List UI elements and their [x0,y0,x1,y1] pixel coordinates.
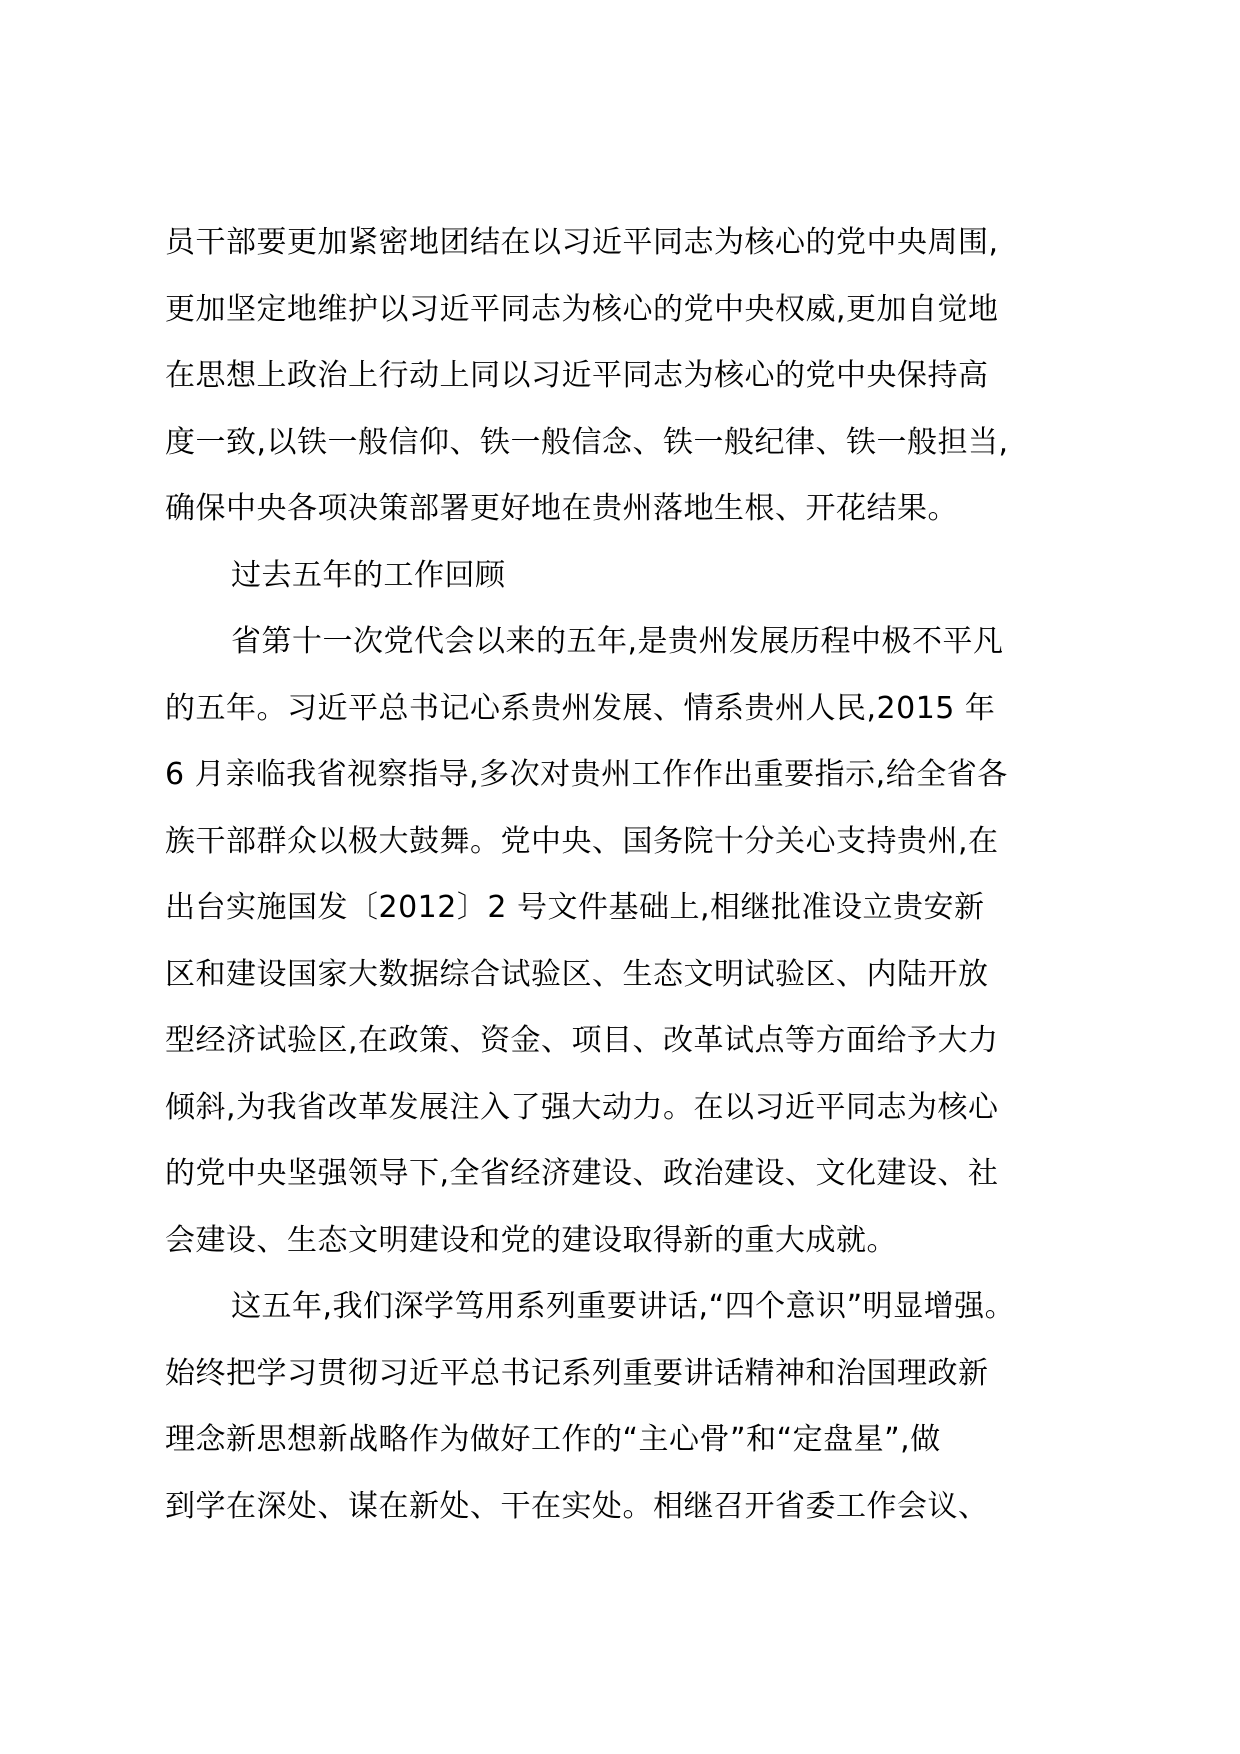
body-line: 区和建设国家大数据综合试验区、生态文明试验区、内陆开放 [165,956,989,992]
body-line: 这五年,我们深学笃用系列重要讲话,“四个意识”明显增强。 [231,1289,1016,1324]
body-line: 始终把学习贯彻习近平总书记系列重要讲话精神和治国理政新 [165,1355,989,1391]
body-line: 的五年。习近平总书记心系贵州发展、情系贵州人民,2015 年 [165,690,996,726]
body-line: 更加坚定地维护以习近平同志为核心的党中央权威,更加自觉地 [165,291,999,327]
body-line: 到学在深处、谋在新处、干在实处。相继召开省委工作会议、 [165,1488,989,1524]
body-line: 型经济试验区,在政策、资金、项目、改革试点等方面给予大力 [165,1023,999,1058]
body-line: 6 月亲临我省视察指导,多次对贵州工作作出重要指示,给全省各 [165,757,1008,792]
body-line: 会建设、生态文明建设和党的建设取得新的重大成就。 [165,1222,897,1258]
body-line: 在思想上政治上行动上同以习近平同志为核心的党中央保持高 [165,358,989,393]
body-line: 确保中央各项决策部署更好地在贵州落地生根、开花结果。 [165,491,958,526]
section-heading: 过去五年的工作回顾 [231,557,506,593]
document-body [165,210,1085,1540]
body-line: 的党中央坚强领导下,全省经济建设、政治建设、文化建设、社 [165,1156,999,1191]
body-line: 省第十一次党代会以来的五年,是贵州发展历程中极不平凡 [231,624,1004,659]
body-line: 出台实施国发〔2012〕2 号文件基础上,相继批准设立贵安新 [165,890,985,925]
body-line: 理念新思想新战略作为做好工作的“主心骨”和“定盘星”,做 [165,1422,941,1457]
body-line: 度一致,以铁一般信仰、铁一般信念、铁一般纪律、铁一般担当, [165,424,1009,460]
body-line: 倾斜,为我省改革发展注入了强大动力。在以习近平同志为核心 [165,1089,999,1125]
body-line: 族干部群众以极大鼓舞。党中央、国务院十分关心支持贵州,在 [165,823,999,859]
body-line: 员干部要更加紧密地团结在以习近平同志为核心的党中央周围, [165,225,999,260]
